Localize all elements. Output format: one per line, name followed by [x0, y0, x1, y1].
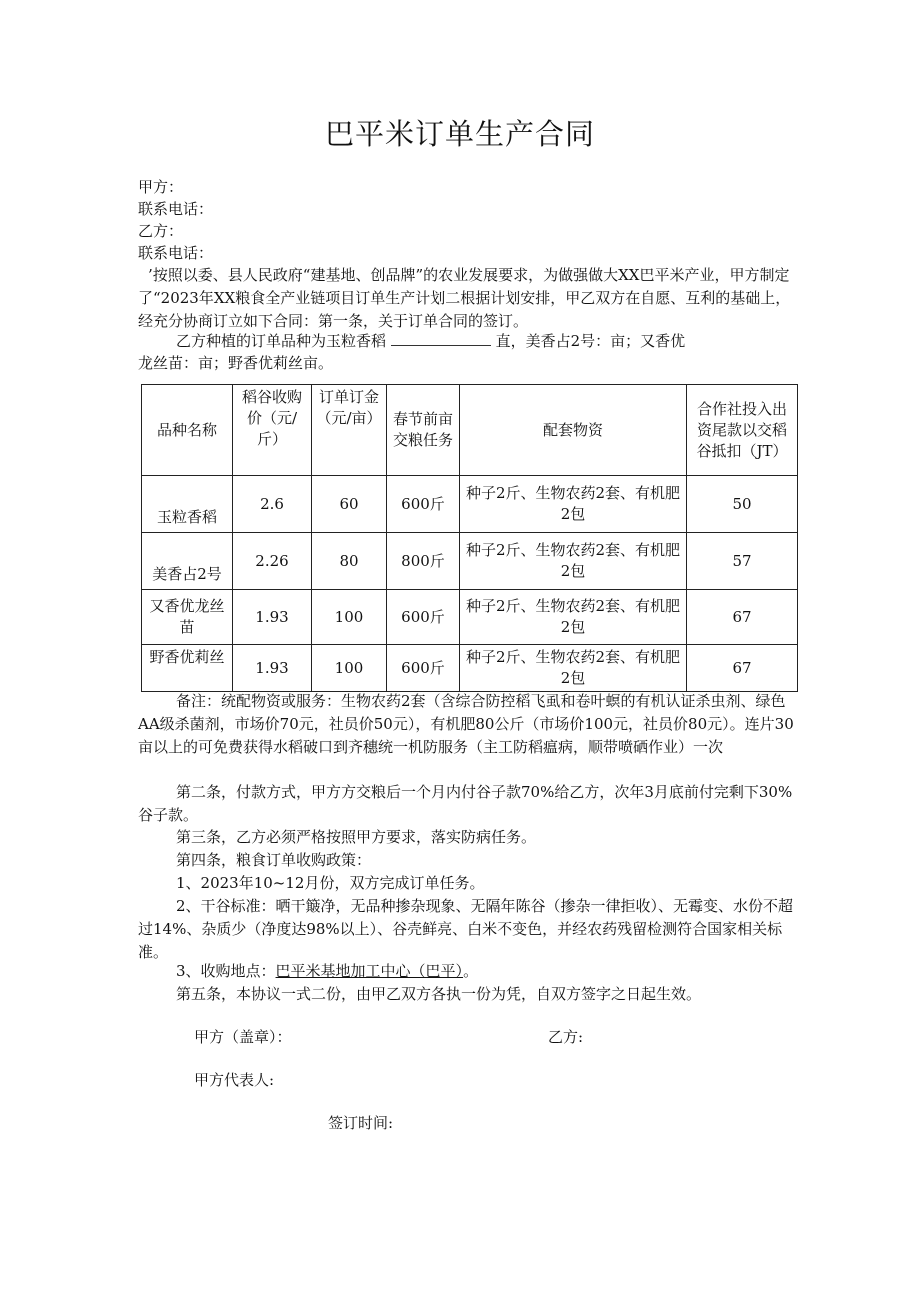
party-a-representative-label: 甲方代表人:	[194, 1071, 275, 1089]
cell-price: 1.93	[233, 590, 312, 645]
cell-name: 野香优莉丝	[142, 645, 233, 692]
cell-supplies: 种子2斤、生物农药2套、有机肥2包	[460, 590, 687, 645]
party-a-seal-label: 甲方（盖章）：	[194, 1028, 292, 1046]
cell-price: 2.26	[233, 533, 312, 590]
party-b-phone-label: 联系电话：	[138, 244, 214, 262]
varieties-line	[138, 330, 798, 353]
party-b-sign-label: 乙方:	[548, 1028, 584, 1046]
cell-task: 800斤	[387, 533, 460, 590]
header-supplies: 配套物资	[460, 385, 687, 476]
varieties-blank	[391, 331, 491, 346]
cell-deposit: 100	[312, 590, 387, 645]
note-paragraph: 备注：统配物资或服务：生物农药2套（含综合防控稻飞虱和卷叶螟的有机认证杀虫剂、绿色AA级杀菌剂，市场价70元，社员价50元），有机肥80公斤（市场价100元，社员价80元）。连片30亩以上的可免费获得水稻破口到齐穗统一机防服务（主工防稻瘟病，顺带喷硒作业）一次	[138, 692, 794, 756]
varieties-text-1: 乙方种植的订单品种为玉粒香稻	[176, 332, 387, 350]
header-price: 稻谷收购价（元/斤）	[233, 385, 312, 476]
header-task: 春节前亩交粮任务	[387, 385, 460, 476]
cell-supplies: 种子2斤、生物农药2套、有机肥2包	[460, 533, 687, 590]
varieties-text-2: 直，美香占2号：亩；又香优	[495, 332, 686, 350]
article-3: 第三条，乙方必须严格按照甲方要求，落实防病任务。	[176, 828, 537, 846]
intro-paragraph: ’按照以委、县人民政府“建基地、创品牌”的农业发展要求，为做强做大XX巴平米产业，甲方制定了“2023年XX粮食全产业链项目订单生产计划二根据计划安排，甲乙双方在自愿、互利的基础上，经充分协商订立如下合同：第一条，关于订单合同的签订。	[138, 266, 791, 330]
varieties-text-3: 龙丝苗：亩；野香优莉丝亩。	[138, 354, 334, 372]
cell-name: 玉粒香稻	[142, 476, 233, 533]
cell-task: 600斤	[387, 476, 460, 533]
article-4-item-2: 2、干谷标准：晒干簸净，无品种掺杂现象、无隔年陈谷（掺杂一律拒收）、无霉变、水份不超过14%、杂质少（净度达98%以上）、谷壳鲜亮、白米不变色，并经农药残留检测符合国家相关标准。	[138, 897, 794, 961]
cell-deposit: 60	[312, 476, 387, 533]
party-b-label: 乙方：	[138, 222, 184, 240]
header-offset: 合作社投入出资尾款以交稻谷抵扣（JT）	[687, 385, 798, 476]
cell-deposit: 80	[312, 533, 387, 590]
cell-name: 又香优龙丝苗	[142, 590, 233, 645]
article-4-item-3	[138, 960, 798, 983]
cell-deposit: 100	[312, 645, 387, 692]
cell-price: 1.93	[233, 645, 312, 692]
party-a-label: 甲方：	[138, 178, 184, 196]
party-a-phone-label: 联系电话：	[138, 200, 214, 218]
purchase-location: 巴平米基地加工中心（巴平）	[275, 962, 464, 980]
header-deposit: 订单订金（元/亩）	[312, 385, 387, 476]
item-3-prefix: 3、收购地点：	[176, 962, 276, 980]
header-variety: 品种名称	[142, 385, 233, 476]
cell-task: 600斤	[387, 590, 460, 645]
cell-task: 600斤	[387, 645, 460, 692]
varieties-table	[141, 384, 798, 692]
cell-offset: 67	[687, 590, 798, 645]
sign-date-label: 签订时间:	[328, 1114, 394, 1132]
item-3-suffix: 。	[463, 962, 479, 980]
article-4: 第四条，粮食订单收购政策：	[176, 851, 372, 869]
table-header-row	[142, 385, 798, 476]
cell-offset: 57	[687, 533, 798, 590]
cell-supplies: 种子2斤、生物农药2套、有机肥2包	[460, 645, 687, 692]
cell-offset: 50	[687, 476, 798, 533]
table-row	[142, 476, 798, 533]
article-2: 第二条，付款方式，甲方方交粮后一个月内付谷子款70%给乙方，次年3月底前付完剩下30%谷子款。	[138, 783, 793, 824]
table-row	[142, 590, 798, 645]
article-5: 第五条，本协议一式二份，由甲乙双方各执一份为凭，自双方签字之日起生效。	[176, 985, 702, 1003]
table-row	[142, 645, 798, 692]
article-4-item-1: 1、2023年10~12月份，双方完成订单任务。	[176, 874, 485, 892]
page-title: 巴平米订单生产合同	[324, 117, 595, 151]
cell-price: 2.6	[233, 476, 312, 533]
cell-offset: 67	[687, 645, 798, 692]
cell-supplies: 种子2斤、生物农药2套、有机肥2包	[460, 476, 687, 533]
table-row	[142, 533, 798, 590]
cell-name: 美香占2号	[142, 533, 233, 590]
